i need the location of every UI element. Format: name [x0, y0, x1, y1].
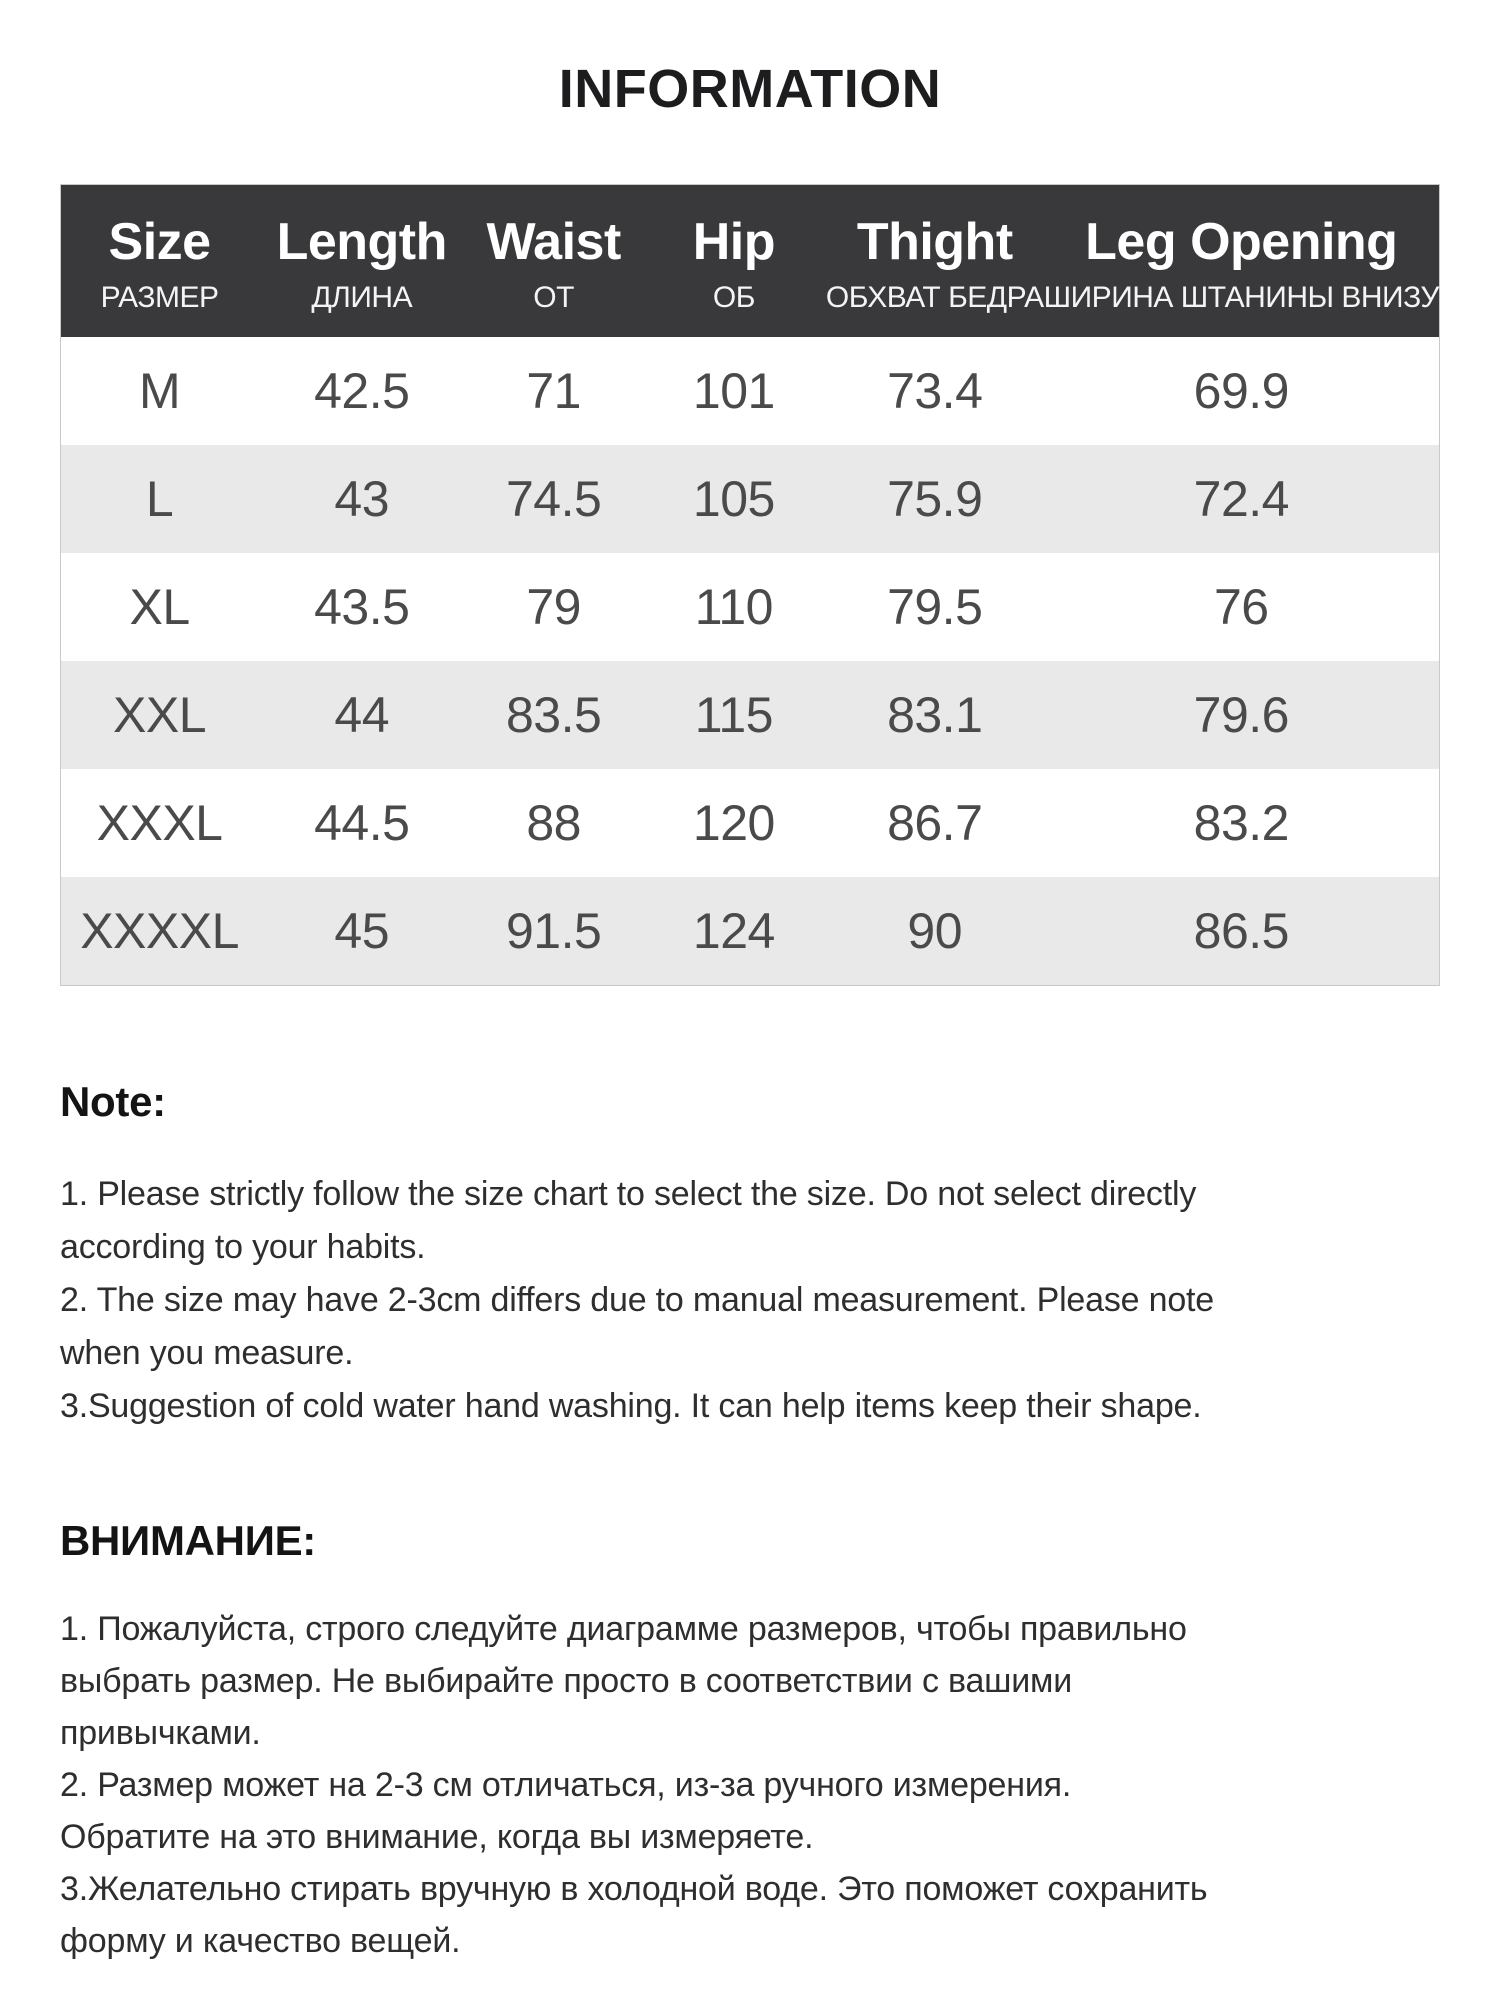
leg-opening-value: 83.2: [1193, 795, 1289, 851]
column-header-leg-opening-en: Leg Opening: [1085, 213, 1398, 271]
waist-value: 79: [526, 579, 581, 635]
attention-heading: ВНИМАНИЕ:: [60, 1517, 316, 1564]
hip-value: 124: [692, 903, 775, 959]
attention-paragraphs: [60, 1603, 1440, 1967]
table-header-row: [61, 185, 1440, 338]
leg-opening-value: 76: [1213, 579, 1269, 635]
column-header-thigh-ru: ОБХВАТ БЕДРА: [825, 281, 1044, 314]
column-header-size-ru: РАЗМЕР: [100, 281, 219, 314]
size-label: XXL: [113, 687, 207, 743]
length-value: 43: [334, 471, 390, 527]
waist-value: 71: [526, 363, 581, 419]
column-header-leg-opening: [1044, 185, 1440, 338]
note-section: [60, 1078, 1440, 1433]
length-value: 44: [334, 687, 390, 743]
table-row-xxl: [61, 661, 1440, 769]
attention-line: 3.Желательно стирать вручную в холодной воде. Это поможет сохранить: [60, 1870, 1208, 1908]
table-row-l: [61, 445, 1440, 553]
leg-opening-value: 69.9: [1193, 363, 1289, 419]
attention-line: Обратите на это внимание, когда вы измеряете.: [60, 1818, 814, 1856]
column-header-size-en: Size: [108, 213, 211, 271]
size-chart-table-wrap: [60, 184, 1440, 986]
size-label: XL: [129, 579, 190, 635]
note-line: according to your habits.: [60, 1228, 426, 1266]
column-header-length-en: Length: [276, 213, 447, 271]
attention-line: форму и качество вещей.: [60, 1922, 461, 1960]
waist-value: 88: [526, 795, 581, 851]
hip-value: 101: [692, 363, 775, 419]
note-line: 3.Suggestion of cold water hand washing. It can help items keep their shape.: [60, 1387, 1202, 1425]
note-paragraphs: [60, 1168, 1440, 1433]
leg-opening-value: 79.6: [1193, 687, 1289, 743]
waist-value: 74.5: [505, 471, 602, 527]
size-label: M: [138, 363, 181, 419]
column-header-size: [61, 185, 259, 338]
waist-value: 83.5: [505, 687, 602, 743]
waist-value: 91.5: [505, 903, 602, 959]
leg-opening-value: 72.4: [1193, 471, 1289, 527]
table-row-xl: [61, 553, 1440, 661]
column-header-thigh: [826, 185, 1044, 338]
column-header-length-ru: ДЛИНА: [311, 281, 413, 314]
size-chart-table: [60, 184, 1440, 986]
column-header-waist: [465, 185, 642, 338]
length-value: 44.5: [314, 795, 410, 851]
attention-section: [60, 1517, 1440, 1967]
column-header-hip: [642, 185, 826, 338]
size-label: XXXXL: [80, 903, 239, 959]
length-value: 43.5: [314, 579, 410, 635]
attention-line: привычками.: [60, 1714, 261, 1752]
thigh-value: 75.9: [887, 471, 983, 527]
table-row-xxxxl: [61, 877, 1440, 986]
column-header-thigh-en: Thight: [856, 213, 1013, 271]
note-line: when you measure.: [60, 1334, 354, 1372]
note-line: 1. Please strictly follow the size chart to select the size. Do not select directly: [60, 1175, 1197, 1213]
thigh-value: 83.1: [887, 687, 983, 743]
leg-opening-value: 86.5: [1193, 903, 1289, 959]
note-heading: Note:: [60, 1078, 166, 1125]
table-row-m: [61, 337, 1440, 445]
column-header-waist-en: Waist: [486, 213, 621, 271]
column-header-leg-opening-ru: ШИРИНА ШТАНИНЫ ВНИЗУ: [1043, 281, 1439, 314]
note-line: 2. The size may have 2-3cm differs due to manual measurement. Please note: [60, 1281, 1214, 1319]
hip-value: 115: [694, 687, 773, 743]
length-value: 42.5: [314, 363, 410, 419]
thigh-value: 79.5: [887, 579, 983, 635]
column-header-waist-ru: ОТ: [533, 281, 574, 314]
size-label: L: [145, 471, 174, 527]
table-row-xxxl: [61, 769, 1440, 877]
page-title: INFORMATION: [558, 59, 942, 119]
thigh-value: 86.7: [887, 795, 983, 851]
attention-line: 2. Размер может на 2-3 см отличаться, из-за ручного измерения.: [60, 1766, 1072, 1804]
column-header-hip-ru: ОБ: [712, 281, 755, 314]
hip-value: 105: [692, 471, 775, 527]
size-label: XXXL: [96, 795, 223, 851]
thigh-value: 90: [907, 903, 963, 959]
length-value: 45: [334, 903, 390, 959]
hip-value: 110: [694, 579, 773, 635]
attention-line: выбрать размер. Не выбирайте просто в соответствии с вашими: [60, 1662, 1073, 1700]
thigh-value: 73.4: [887, 363, 983, 419]
attention-line: 1. Пожалуйста, строго следуйте диаграмме размеров, чтобы правильно: [60, 1610, 1187, 1648]
hip-value: 120: [692, 795, 775, 851]
column-header-hip-en: Hip: [692, 213, 776, 271]
column-header-length: [258, 185, 465, 338]
